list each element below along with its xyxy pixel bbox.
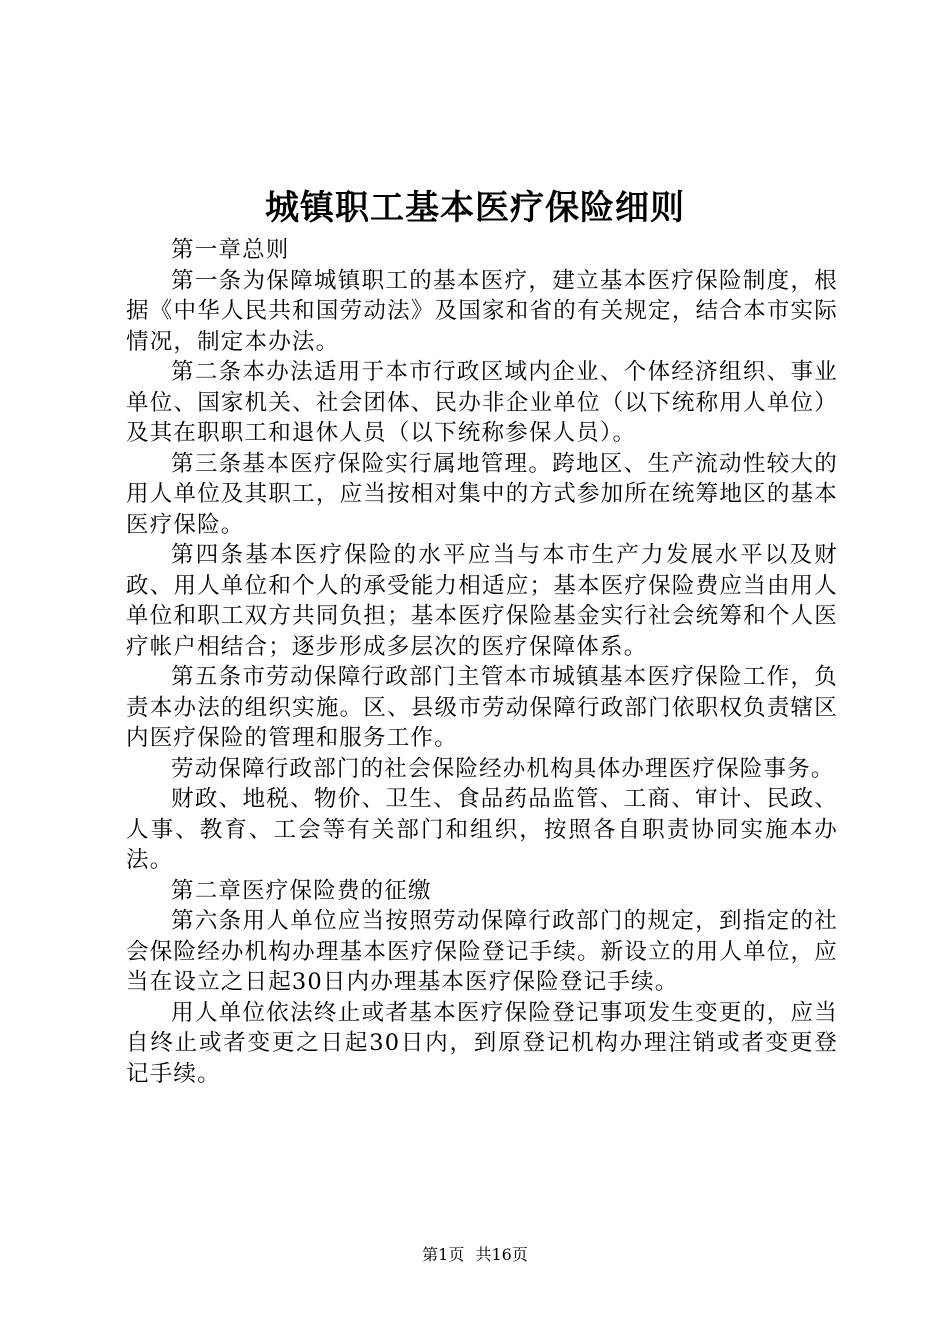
- chapter-heading: 第二章医疗保险费的征缴: [171, 877, 432, 904]
- article-paragraph: 第三条基本医疗保险实行属地管理。跨地区、生产流动性较大的用人单位及其职工，应当按相对集中的方式参加所在统筹地区的基本医疗保险。: [126, 450, 838, 538]
- chapter-heading: 第一章总则: [171, 237, 290, 263]
- article-paragraph: 用人单位依法终止或者基本医疗保险登记事项发生变更的，应当自终止或者变更之日起30日内，到原登记机构办理注销或者变更登记手续。: [126, 999, 838, 1087]
- article-paragraph: 第五条市劳动保障行政部门主管本市城镇基本医疗保险工作，负责本办法的组织实施。区、县级市劳动保障行政部门依职权负责辖区内医疗保险的管理和服务工作。: [126, 664, 838, 751]
- article-paragraph: 第四条基本医疗保险的水平应当与本市生产力发展水平以及财政、用人单位和个人的承受能力相适应；基本医疗保险费应当由用人单位和职工双方共同负担；基本医疗保险基金实行社会统筹和个人医疗帐户相结合；逐步形成多层次的医疗保障体系。: [126, 542, 838, 660]
- document-body: [126, 235, 838, 1089]
- page-footer: [0, 1244, 950, 1266]
- page-number: 第1页: [422, 1245, 465, 1264]
- page-total: 共16页: [475, 1245, 528, 1264]
- document-title: 城镇职工基本医疗保险细则: [265, 188, 685, 228]
- article-paragraph: 第一条为保障城镇职工的基本医疗，建立基本医疗保险制度，根据《中华人民共和国劳动法》及国家和省的有关规定，结合本市实际情况，制定本办法。: [126, 267, 838, 355]
- article-paragraph: 财政、地税、物价、卫生、食品药品监管、工商、审计、民政、人事、教育、工会等有关部门和组织，按照各自职责协同实施本办法。: [126, 786, 838, 873]
- article-paragraph: 第六条用人单位应当按照劳动保障行政部门的规定，到指定的社会保险经办机构办理基本医疗保险登记手续。新设立的用人单位，应当在设立之日起30日内办理基本医疗保险登记手续。: [126, 908, 838, 995]
- article-paragraph: 第二条本办法适用于本市行政区域内企业、个体经济组织、事业单位、国家机关、社会团体、民办非企业单位（以下统称用人单位）及其在职职工和退休人员（以下统称参保人员）。: [126, 359, 838, 446]
- article-paragraph: 劳动保障行政部门的社会保险经办机构具体办理医疗保险事务。: [171, 755, 835, 782]
